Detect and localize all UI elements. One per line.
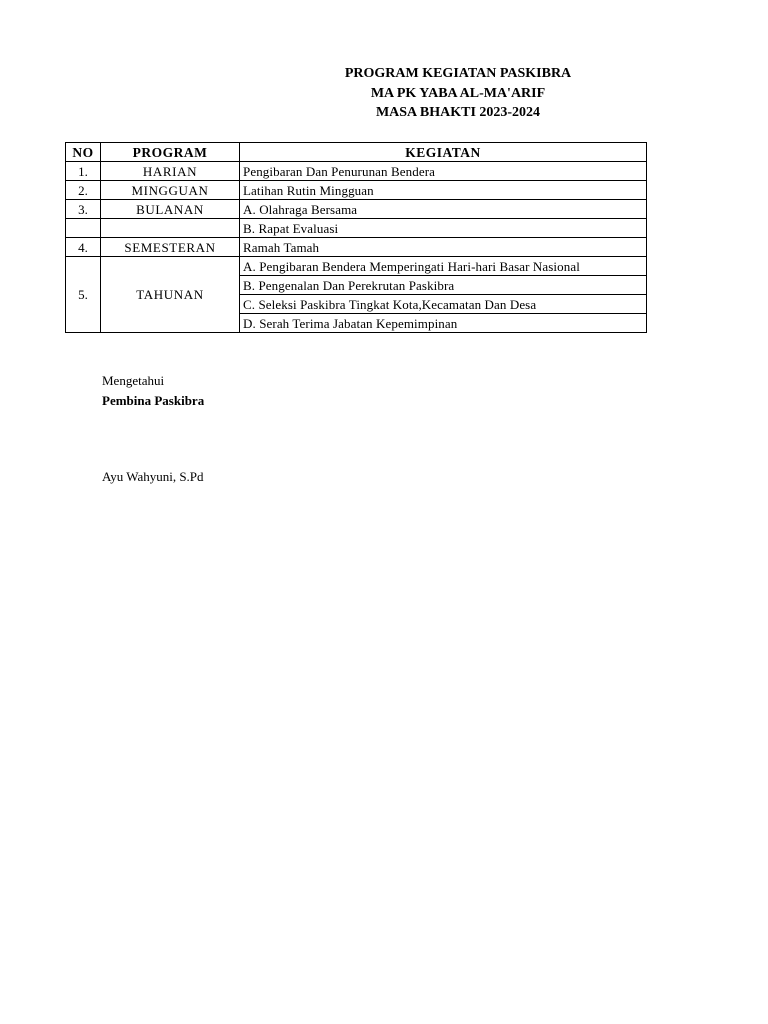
row-kegiatan: B. Rapat Evaluasi bbox=[240, 219, 647, 238]
row-no: 3. bbox=[66, 200, 101, 219]
row-kegiatan: A. Pengibaran Bendera Memperingati Hari-hari Basar Nasional bbox=[240, 257, 647, 276]
row-no: 5. bbox=[66, 257, 101, 333]
row-program: SEMESTERAN bbox=[101, 238, 240, 257]
signatory-name: Ayu Wahyuni, S.Pd bbox=[102, 469, 204, 484]
row-program: HARIAN bbox=[101, 162, 240, 181]
header-kegiatan: KEGIATAN bbox=[240, 143, 647, 162]
title-line-1: PROGRAM KEGIATAN PASKIBRA bbox=[344, 66, 572, 81]
table-row bbox=[66, 162, 647, 181]
title-line-3: MASA BHAKTI 2023-2024 bbox=[375, 105, 541, 120]
table-row bbox=[66, 181, 647, 200]
header-no: NO bbox=[66, 143, 101, 162]
row-program: BULANAN bbox=[101, 200, 240, 219]
row-no: 4. bbox=[66, 238, 101, 257]
row-program: MINGGUAN bbox=[101, 181, 240, 200]
table-header-row bbox=[66, 143, 647, 162]
mengetahui-label: Mengetahui bbox=[102, 373, 165, 388]
table-row bbox=[66, 219, 647, 238]
table-row bbox=[66, 238, 647, 257]
row-kegiatan: D. Serah Terima Jabatan Kepemimpinan bbox=[240, 314, 647, 333]
header-program: PROGRAM bbox=[101, 143, 240, 162]
row-kegiatan: Latihan Rutin Mingguan bbox=[240, 181, 647, 200]
table-row bbox=[66, 200, 647, 219]
row-program: TAHUNAN bbox=[101, 257, 240, 333]
program-table bbox=[65, 142, 647, 333]
row-program-empty bbox=[101, 219, 240, 238]
row-no: 1. bbox=[66, 162, 101, 181]
row-kegiatan: B. Pengenalan Dan Perekrutan Paskibra bbox=[240, 276, 647, 295]
document-title bbox=[0, 64, 768, 123]
table-row bbox=[66, 257, 647, 276]
row-kegiatan: Ramah Tamah bbox=[240, 238, 647, 257]
row-no: 2. bbox=[66, 181, 101, 200]
signatory-role: Pembina Paskibra bbox=[102, 393, 205, 408]
title-line-2: MA PK YABA AL-MA'ARIF bbox=[370, 85, 546, 101]
row-kegiatan: A. Olahraga Bersama bbox=[240, 200, 647, 219]
row-kegiatan: Pengibaran Dan Penurunan Bendera bbox=[240, 162, 647, 181]
row-kegiatan: C. Seleksi Paskibra Tingkat Kota,Kecamatan Dan Desa bbox=[240, 295, 647, 314]
row-no-empty bbox=[66, 219, 101, 238]
